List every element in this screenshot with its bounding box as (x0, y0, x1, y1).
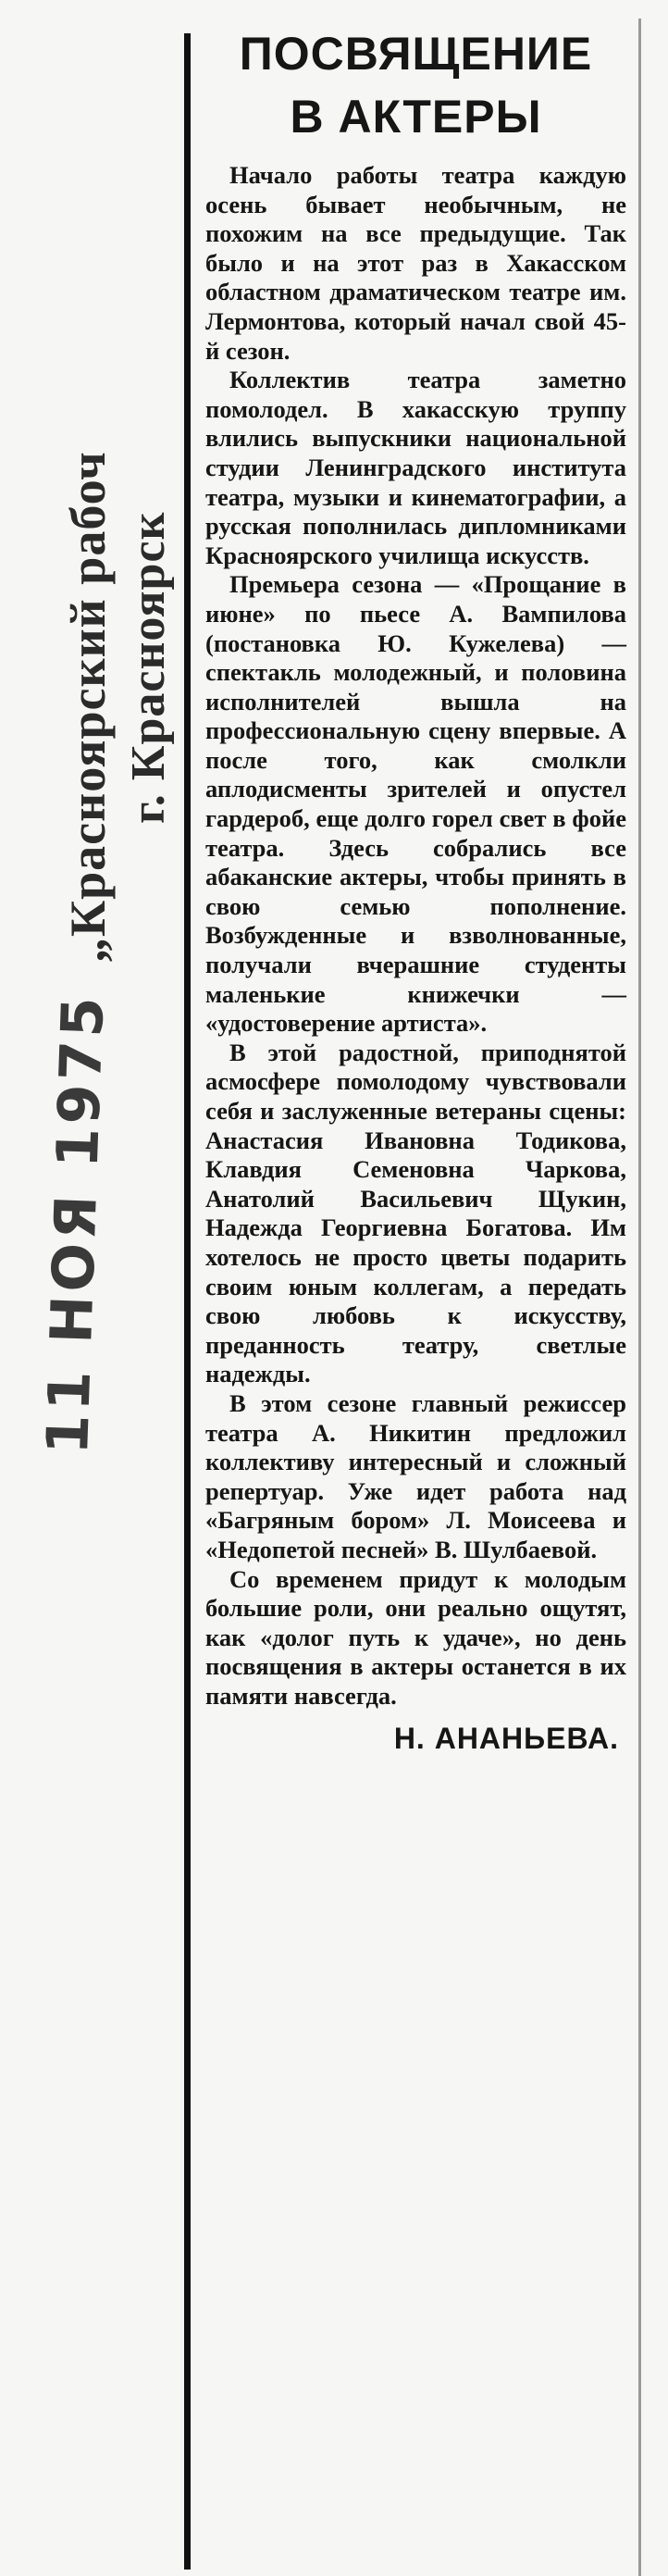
date-stamp-text: 11 НОЯ 1975 (33, 991, 118, 1456)
paragraph-2: Коллектив театра заметно помолодел. В хакасскую труппу влились выпускники национальной студии Ленинградского института театра, музыки и кинематографии, а русская пополнилась дипломниками Красноярского училища искусств. (205, 366, 626, 569)
headline-line-1: ПОСВЯЩЕНИЕ (239, 28, 593, 80)
column-rule-right (638, 19, 641, 2576)
source-stamp-paper: „Красноярский рабоч (60, 451, 116, 963)
paragraph-4: В этой радостной, приподнятой асмосфере помолодому чувствовали себя и заслуженные ветераны сцены: Анастасия Ивановна Тодикова, Клавдия Семеновна Чаркова, Анатолий Васильевич Щукин, Надежда Георгиевна Богатова. Им хотелось не просто цветы подарить своим юным коллегам, а передать свою любовь к искусству, преданность театру, светлые надежды. (205, 1038, 626, 1388)
headline-line-2: В АКТЕРЫ (290, 91, 542, 143)
source-stamp-city: г. Красноярск (122, 511, 175, 824)
article (205, 22, 626, 1756)
article-headline (205, 22, 626, 148)
article-body (205, 161, 626, 1711)
paragraph-6: Со временем придут к молодым большие роли, они реально ощутят, как «долог путь к удаче», но день посвящения в актеры останется в их памяти навсегда. (205, 1564, 626, 1710)
article-byline: Н. АНАНЬЕВА. (393, 1722, 619, 1756)
paragraph-1: Начало работы театра каждую осень бывает необычным, не похожим на все предыдущие. Так было и на этот раз в Хакасском областном драматическом театре им. Лермонтова, который начал свой 45-й сезон. (205, 161, 626, 365)
column-rule-left (184, 33, 191, 2570)
paragraph-3: Премьера сезона — «Прощание в июне» по пьесе А. Вампилова (постановка Ю. Кужелева) — спектакль молодежный, и половина исполнителей вышла на профессиональную сцену впервые. А после того, как смолкли аплодисменты зрителей и опустел гардероб, еще долго горел свет в фойе театра. Здесь собрались все абаканские актеры, чтобы принять в свою семью пополнение. Возбужденные и взволнованные, получали вчерашние студенты маленькие книжечки — «удостоверение артиста». (205, 570, 626, 1038)
paragraph-5: В этом сезоне главный режиссер театра А. Никитин предложил коллективу интересный и сложный репертуар. Уже идет работа над «Багряным бором» Л. Моисеева и «Недопетой песней» В. Шулбаевой. (205, 1388, 626, 1563)
